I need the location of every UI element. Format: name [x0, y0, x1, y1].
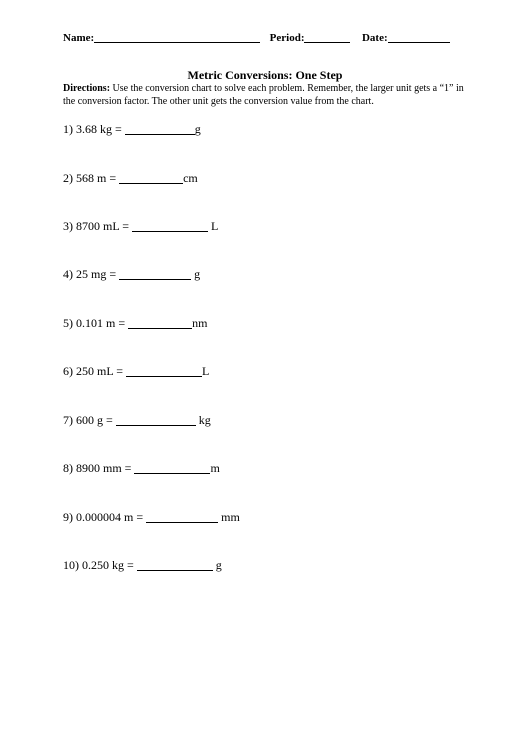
problem-prompt: 10) 0.250 kg =: [63, 558, 134, 572]
problem-4: [63, 267, 200, 282]
worksheet-title: Metric Conversions: One Step: [187, 68, 343, 82]
problem-unit: L: [210, 219, 219, 233]
problem-prompt: 4) 25 mg =: [63, 267, 117, 281]
problem-2: [63, 171, 198, 186]
answer-field[interactable]: [126, 364, 202, 377]
problem-1: [63, 122, 201, 137]
problem-10: [63, 558, 222, 573]
problem-8: [63, 461, 220, 476]
problem-7: [63, 413, 211, 428]
answer-field[interactable]: [128, 316, 192, 329]
problem-unit: cm: [183, 171, 198, 185]
answer-field[interactable]: [116, 413, 196, 426]
problem-unit: g: [194, 122, 201, 136]
problem-5: [63, 316, 207, 331]
problem-prompt: 2) 568 m =: [63, 171, 117, 185]
answer-field[interactable]: [125, 122, 195, 135]
answer-field[interactable]: [146, 510, 218, 523]
problem-unit: g: [194, 267, 201, 281]
date-label: Date:: [361, 32, 388, 44]
answer-field[interactable]: [119, 171, 183, 184]
problem-prompt: 5) 0.101 m =: [63, 316, 126, 330]
directions-label: Directions:: [63, 83, 111, 94]
answer-field[interactable]: [119, 267, 191, 280]
directions: [63, 83, 473, 108]
period-label: Period:: [269, 32, 305, 44]
problem-unit: L: [201, 364, 210, 378]
period-field[interactable]: [304, 30, 350, 43]
problem-3: [63, 219, 218, 234]
problem-prompt: 6) 250 mL =: [63, 364, 123, 378]
directions-text: Use the conversion chart to solve each problem. Remember, the larger unit gets a “1” in the conversion factor. The other unit gets the conversion value from the chart.: [63, 83, 464, 107]
problem-prompt: 7) 600 g =: [63, 413, 113, 427]
problem-prompt: 3) 8700 mL =: [63, 219, 129, 233]
problem-9: [63, 510, 240, 525]
answer-field[interactable]: [132, 219, 208, 232]
header-fields: [63, 30, 450, 44]
problem-prompt: 9) 0.000004 m =: [63, 510, 144, 524]
name-field[interactable]: [94, 30, 260, 43]
problem-unit: nm: [192, 316, 208, 330]
problem-6: [63, 364, 209, 379]
problem-unit: g: [215, 558, 222, 572]
answer-field[interactable]: [134, 461, 210, 474]
problem-prompt: 1) 3.68 kg =: [63, 122, 122, 136]
problem-unit: mm: [221, 510, 240, 524]
date-field[interactable]: [388, 30, 450, 43]
problem-unit: m: [210, 461, 220, 475]
answer-field[interactable]: [137, 558, 213, 571]
problem-unit: kg: [198, 413, 211, 427]
name-label: Name:: [63, 32, 95, 44]
problem-prompt: 8) 8900 mm =: [63, 461, 132, 475]
